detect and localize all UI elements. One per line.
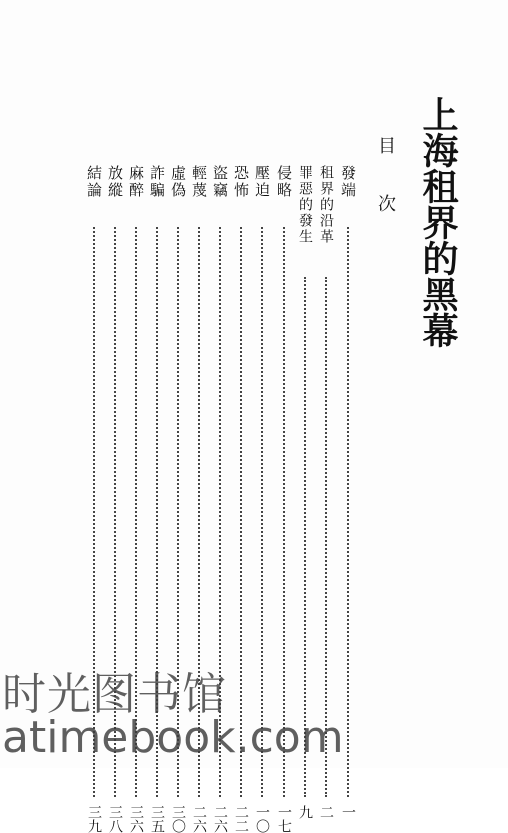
site-watermark bbox=[0, 648, 508, 768]
toc-entry-page: 二二 bbox=[233, 805, 249, 833]
toc-entry-label: 壓迫 bbox=[253, 165, 271, 199]
toc-entry-page: 三八 bbox=[107, 805, 123, 833]
toc-entry bbox=[105, 165, 125, 833]
book-title: 上海租界的黑幕 bbox=[417, 96, 459, 348]
toc-entry-label: 罪惡的發生 bbox=[297, 165, 313, 245]
toc-entry-label: 詐騙 bbox=[148, 165, 166, 199]
toc-entry-label: 輕蔑 bbox=[190, 165, 208, 199]
toc-entry bbox=[338, 165, 358, 819]
watermark-url: atimebook.com bbox=[2, 712, 344, 763]
toc-entry-label: 租界的沿革 bbox=[318, 165, 334, 245]
toc-entry-page: 二六 bbox=[212, 805, 228, 833]
toc-entry-label: 放縱 bbox=[106, 165, 124, 199]
toc-entry bbox=[316, 165, 336, 819]
toc-entry-page: 二 bbox=[318, 805, 334, 819]
toc-entry-label: 結論 bbox=[85, 165, 103, 199]
toc-entry bbox=[168, 165, 188, 833]
toc-entry-page: 一〇 bbox=[254, 805, 270, 833]
toc-entry bbox=[210, 165, 230, 833]
toc-entry bbox=[252, 165, 272, 833]
watermark-chinese: 时光图书馆 bbox=[2, 669, 227, 720]
toc-entry-label: 恐怖 bbox=[232, 165, 250, 199]
toc-entry-page: 三〇 bbox=[170, 805, 186, 833]
toc-entry-page: 二六 bbox=[191, 805, 207, 833]
toc-entry bbox=[126, 165, 146, 833]
toc-entry-page: 三五 bbox=[149, 805, 165, 833]
toc-entry bbox=[147, 165, 167, 833]
toc-entry-page: 九 bbox=[297, 805, 313, 819]
toc-entry-page: 一七 bbox=[276, 805, 292, 833]
toc-entry-page: 三六 bbox=[128, 805, 144, 833]
toc-entry-label: 麻醉 bbox=[127, 165, 145, 199]
toc-entry bbox=[84, 165, 104, 833]
toc-entry bbox=[189, 165, 209, 833]
toc-entry-label: 發端 bbox=[339, 165, 357, 199]
toc-entry bbox=[231, 165, 251, 833]
toc-entry bbox=[295, 165, 315, 819]
toc-entry-label: 虛偽 bbox=[169, 165, 187, 199]
toc-heading: 目次 bbox=[375, 136, 396, 252]
toc-entry-page: 一 bbox=[340, 805, 356, 819]
toc-entry-label: 侵略 bbox=[275, 165, 293, 199]
toc-entry-label: 盜竊 bbox=[211, 165, 229, 199]
toc-entry bbox=[274, 165, 294, 833]
toc-entry-page: 三九 bbox=[86, 805, 102, 833]
